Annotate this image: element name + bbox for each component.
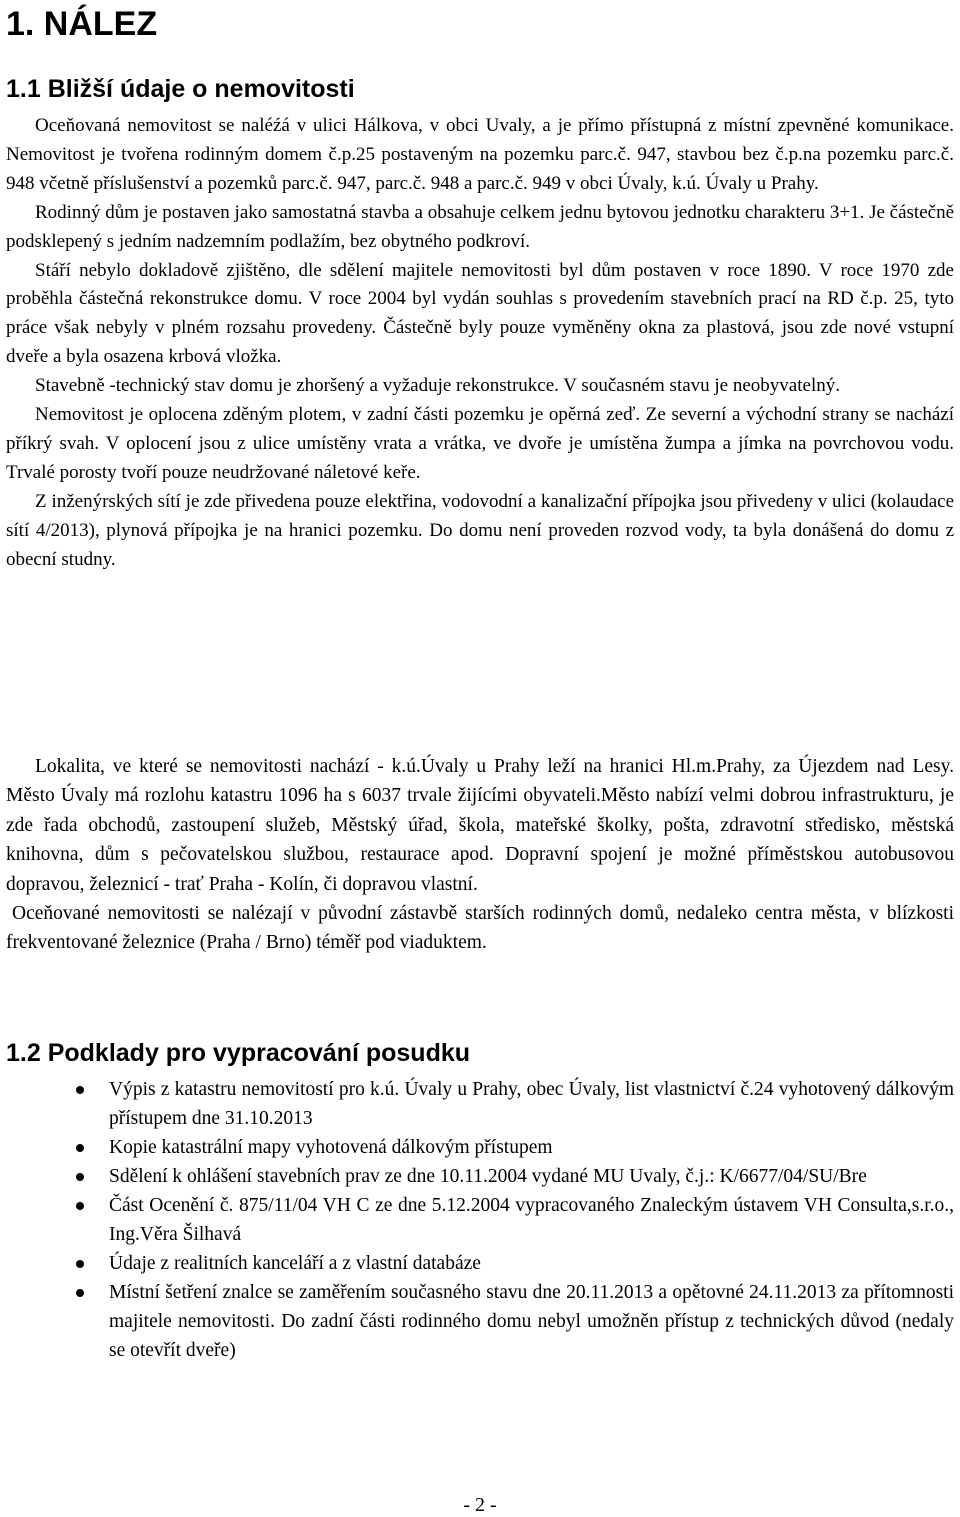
- bullet-icon: [76, 1289, 84, 1297]
- section-title-property-details: 1.1 Bližší údaje o nemovitosti: [6, 75, 355, 103]
- paragraph-surroundings: Oceňované nemovitosti se nalézají v původní zástavbě starších rodinných domů, nedaleko centra města, v blízkosti frekventované železnice (Praha / Brno) téměř pod viaduktem.: [6, 903, 954, 954]
- paragraph-house: Rodinný dům je postaven jako samostatná stavba a obsahuje celkem jednu bytovou jednotku charakteru 3+1. Je částečně podsklepený s jedním nadzemním podlažím, bez obytného podkroví.: [6, 201, 954, 252]
- list-item: [6, 1133, 954, 1162]
- bullet-icon: [76, 1202, 84, 1210]
- list-item: [6, 1191, 954, 1249]
- paragraph-locality: Lokalita, ve které se nemovitosti nachází - k.ú.Úvaly u Prahy leží na hranici Hl.m.Prahy, za Újezdem nad Lesy. Město Úvaly má rozlohu katastru 1096 ha s 6037 trvale žijícími obyvateli.Město nabízí velmi dobrou infrastrukturu, je zde řada obchodů, zastoupení služeb, Městský úřad, škola, mateřské školky, pošta, zdravotní středisko, městská knihovna, dům s pečovatelskou službou, restaurace apod. Dopravní spojení je možné příměstskou autobusovou dopravou, železnicí - trať Praha - Kolín, či dopravou vlastní.: [6, 756, 954, 895]
- paragraph-fencing: Nemovitost je oplocena zděným plotem, v zadní části pozemku je opěrná zeď. Ze severní a východní strany se nachází příkrý svah. V oplocení jsou z ulice umístěny vrata a vrátka, ve dvoře je umístěna žumpa a jímka na povrchovou vodu. Trvalé porosty tvoří pouze neudržované náletové keře.: [6, 404, 954, 483]
- list-item-text: Sdělení k ohlášení stavebních prav ze dne 10.11.2004 vydané MU Uvaly, č.j.: K/6677/04/SU/Bre: [109, 1166, 867, 1187]
- list-item: [6, 1075, 954, 1133]
- section-title-sources: 1.2 Podklady pro vypracování posudku: [6, 1039, 471, 1067]
- list-item-text: Výpis z katastru nemovitostí pro k.ú. Úvaly u Prahy, obec Úvaly, list vlastnictví č.24 vyhotovený dálkovým přístupem dne 31.10.2013: [109, 1079, 954, 1129]
- paragraph-age: Stáří nebylo dokladově zjištěno, dle sdělení majitele nemovitosti byl dům postaven v roce 1890. V roce 1970 zde proběhla částečná rekonstrukce domu. V roce 2004 byl vydán souhlas s provedením stavebních prací na RD č.p. 25, tyto práce však nebyly v plném rozsahu provedeny. Částečně byly pouze vyměněny okna za plastová, jsou zde nové vstupní dveře a byla osazena krbová vložka.: [6, 259, 954, 368]
- sources-list: [6, 1075, 954, 1365]
- list-item: [6, 1278, 954, 1365]
- property-description: [6, 112, 954, 575]
- bullet-icon: [76, 1173, 84, 1181]
- page-number: - 2 -: [463, 1494, 497, 1516]
- bullet-icon: [76, 1144, 84, 1152]
- bullet-icon: [76, 1260, 84, 1268]
- list-item-text: Kopie katastrální mapy vyhotovená dálkovým přístupem: [109, 1137, 553, 1158]
- list-item-text: Údaje z realitních kanceláří a z vlastní databáze: [109, 1253, 481, 1274]
- list-item-text: Část Ocenění č. 875/11/04 VH C ze dne 5.12.2004 vypracovaného Znaleckým ústavem VH Consulta,s.r.o., Ing.Věra Šilhavá: [109, 1195, 954, 1245]
- list-item: [6, 1162, 954, 1191]
- paragraph-location: Oceňovaná nemovitost se naléźá v ulici Hálkova, v obci Uvaly, a je přímo přístupná z místní zpevněné komunikace. Nemovitost je tvořena rodinným domem č.p.25 postaveným na pozemku parc.č. 947, stavbou bez č.p.na pozemku parc.č. 948 včetně příslušenství a pozemků parc.č. 947, parc.č. 948 a parc.č. 949 v obci Úvaly, k.ú. Úvaly u Prahy.: [6, 115, 954, 194]
- paragraph-utilities: Z inženýrských sítí je zde přivedena pouze elektřina, vodovodní a kanalizační přípojka jsou přivedeny v ulici (kolaudace sítí 4/2013), plynová přípojka je na hranici pozemku. Do domu není proveden rozvod vody, ta byla donášená do domu z obecní studny.: [6, 490, 954, 570]
- bullet-icon: [76, 1086, 84, 1094]
- list-item-text: Místní šetření znalce se zaměřením současného stavu dne 20.11.2013 a opětovné 24.11.2013 za přítomnosti majitele nemovitosti. Do zadní části rodinného domu nebyl umožněn přístup z technických důvod (nedaly se otevřít dveře): [109, 1282, 954, 1361]
- chapter-heading: 1. NÁLEZ: [6, 5, 158, 43]
- list-item: [6, 1249, 954, 1278]
- paragraph-condition: Stavebně -technický stav domu je zhoršený a vyžaduje rekonstrukce. V současném stavu je neobyvatelný.: [35, 375, 840, 397]
- locality-description: [6, 752, 954, 958]
